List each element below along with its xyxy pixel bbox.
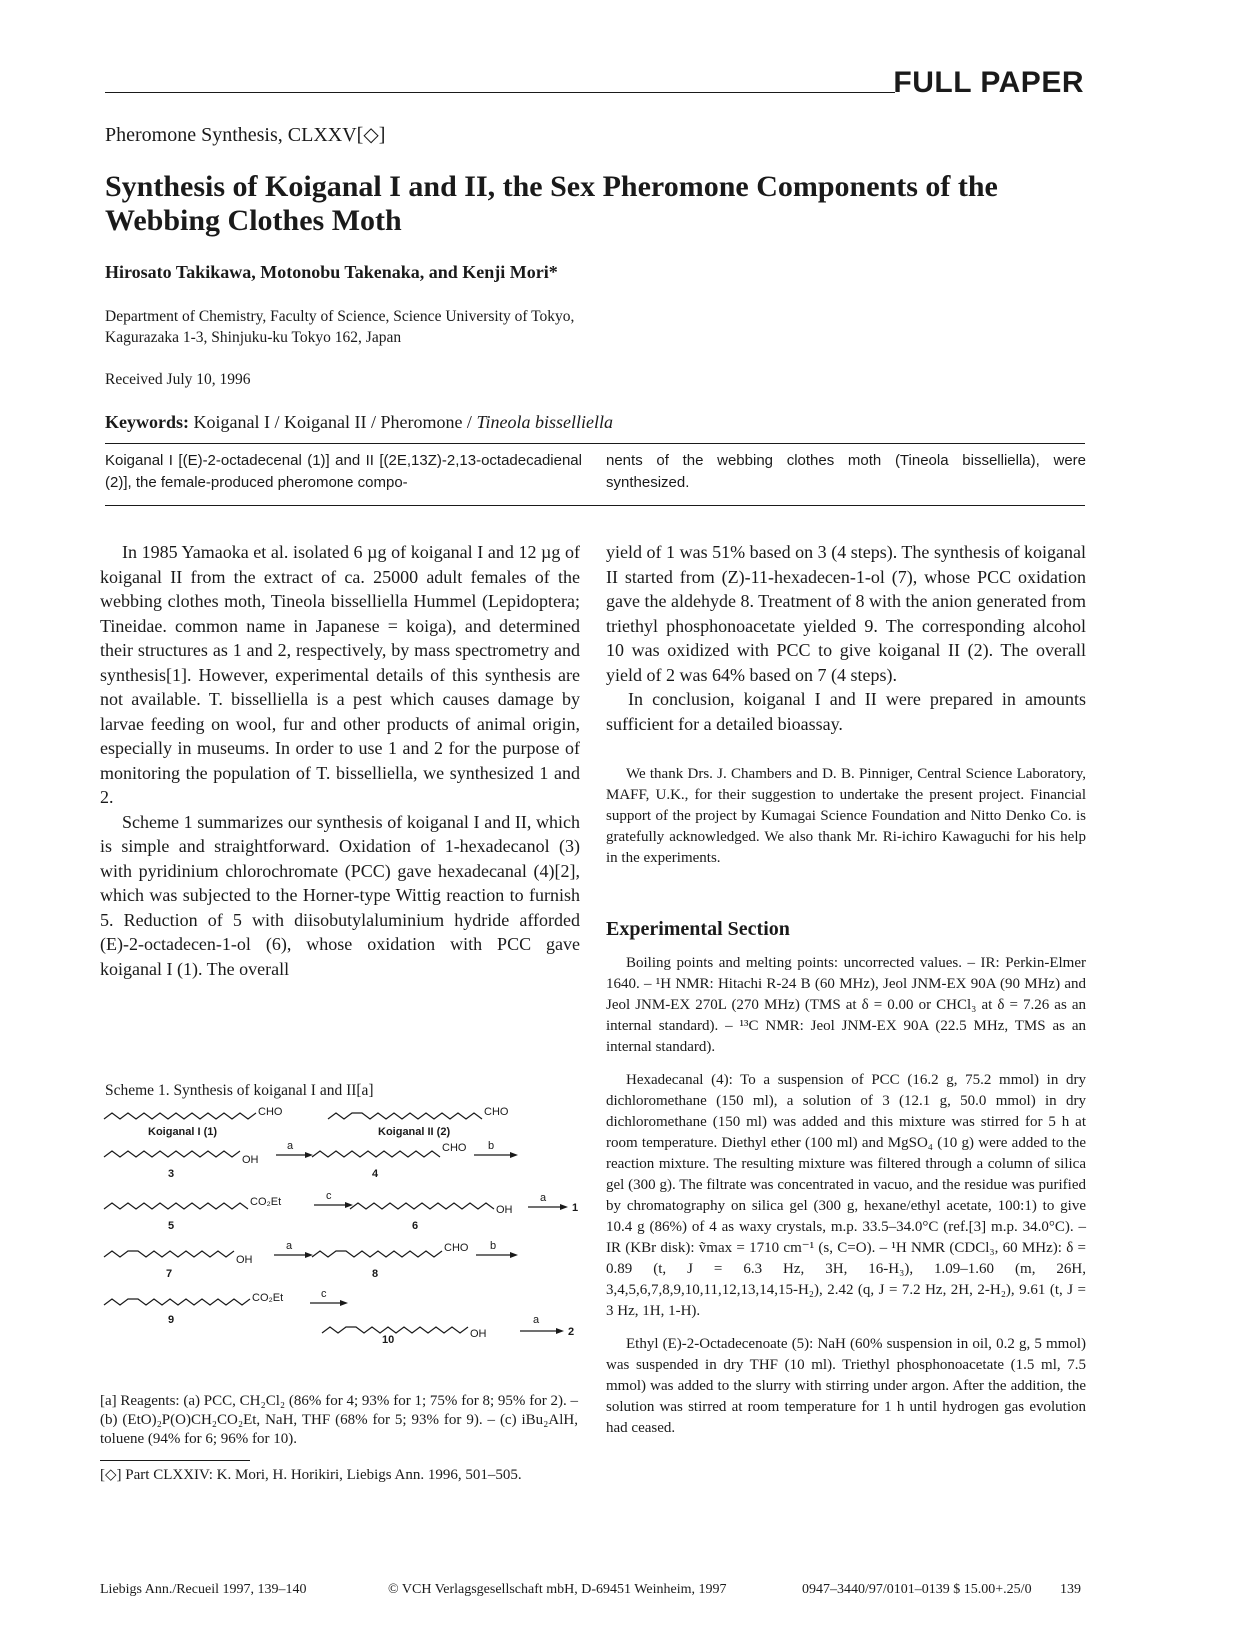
scheme-summary-paragraph: Scheme 1 summarizes our synthesis of koiganal I and II, which is simple and straightforward. Oxidation of 1-hexadecanol (3) with pyridinium chlorochromate (PCC) gave hexadecanal (4)[2], which was subjected to the Horner-type Wittig reaction to furnish 5. Reduction of 5 with diisobutylaluminium hydride afforded (E)-2-octadecen-1-ol (6), whose oxidation with PCC gave koiganal I (1). The overall <box>100 811 580 979</box>
cho-label-k1: CHO <box>258 1106 283 1118</box>
reagent-a-label-2: a <box>540 1192 547 1204</box>
part-footnote: [◇] Part CLXXIV: K. Mori, H. Horikiri, Liebigs Ann. 1996, 501–505. <box>100 1467 522 1483</box>
oh-label-3: OH <box>242 1154 259 1166</box>
reagent-b-label-2: b <box>490 1240 497 1252</box>
keywords-label: Keywords: <box>105 412 189 432</box>
oh-label-7: OH <box>236 1254 253 1266</box>
reagent-a-label-4: a <box>533 1314 540 1326</box>
compound-6-structure <box>350 1203 494 1209</box>
left-column-body <box>100 540 580 981</box>
reagent-c-label-1: c <box>326 1190 332 1202</box>
received-date: Received July 10, 1996 <box>105 371 251 388</box>
abstract-top-rule <box>105 443 1085 444</box>
scheme-reagents-footnote: [a] Reagents: (a) PCC, CH₂Cl₂ (86% for 4; 93% for 1; 75% for 8; 95% for 2). – (b) (EtO)₂P(O)CH₂CO₂Et, NaH, THF (68% for 5; 93% for 9). – (c) iBu₂AlH, toluene (94% for 6; 96% for 10). <box>100 1393 578 1447</box>
footnote-rule <box>100 1460 250 1461</box>
oh-label-10: OH <box>470 1328 487 1340</box>
cho-label-8: CHO <box>444 1242 469 1254</box>
affiliation-line-1: Department of Chemistry, Faculty of Science, Science University of Tokyo, <box>105 308 575 325</box>
reagent-a-label-1: a <box>287 1140 294 1152</box>
co2et-label-5: CO₂Et <box>250 1196 282 1208</box>
product-1-label: 1 <box>572 1202 579 1214</box>
product-2-label: 2 <box>568 1326 575 1338</box>
keywords-italic: Tineola bisselliella <box>476 412 613 432</box>
abstract-left: Koiganal I [(E)-2-octadecenal (1)] and II [(2E,13Z)-2,13-octadecadienal (2)], the female-produced pheromone compo- <box>105 452 582 491</box>
compound-3-structure <box>104 1151 240 1157</box>
synthesis-scheme <box>100 1105 590 1345</box>
keywords-text: Koiganal I / Koiganal II / Pheromone / <box>193 412 477 432</box>
co2et-label-9: CO₂Et <box>252 1292 284 1304</box>
compound-9-label: 9 <box>168 1314 175 1326</box>
intro-paragraph: In 1985 Yamaoka et al. isolated 6 µg of koiganal I and 12 µg of koiganal II from the extract of ca. 25000 adult females of the webbing clothes moth, Tineola bisselliella Hummel (Lepidoptera; Tineidae. common name in Japanese = koiga), and determined their structures as 1 and 2, respectively, by mass spectrometry and synthesis[1]. However, experimental details of this synthesis are not available. T. bisselliella is a pest which causes damage by larvae feeding on wool, fur and other products of animal origin, especially in museums. In order to use 1 and 2 for the purpose of monitoring the population of T. bisselliella, we synthesized 1 and 2. <box>100 542 580 807</box>
acknowledgement <box>606 764 1086 881</box>
paper-type-tag: FULL PAPER <box>893 66 1084 99</box>
reagent-c-label-2: c <box>321 1288 327 1300</box>
reagent-a-label-3: a <box>286 1240 293 1252</box>
compound-10-label: 10 <box>382 1334 395 1345</box>
conclusion-paragraph: In conclusion, koiganal I and II were prepared in amounts sufficient for a detailed bioassay. <box>606 689 1086 734</box>
affiliation <box>105 306 574 348</box>
series-title: Pheromone Synthesis, CLXXV[◇] <box>105 124 386 146</box>
exp-ethyl-paragraph: Ethyl (E)-2-Octadecenoate (5): NaH (60% suspension in oil, 0.2 g, 5 mmol) was suspended in dry THF (10 ml). Triethyl phosphonoacetate (1.5 ml, 7.5 mmol) was added to the slurry with stirring under argon. After the addition, the solution was stirred at room temperature for 1 h until hydrogen gas evolution had ceased. <box>606 1336 1086 1436</box>
compound-6-label: 6 <box>412 1220 419 1232</box>
exp-hexadecanal-paragraph: Hexadecanal (4): To a suspension of PCC (16.2 g, 75.2 mmol) in dry dichloromethane (150 ml), a solution of 3 (12.1 g, 50.0 mmol) in dry dichloromethane (150 ml) was added and this mixture was stirred for 5 h at room temperature. Diethyl ether (100 ml) and MgSO₄ (10 g) were added to the reaction mixture. The resulting mixture was filtered through a column of silica gel (300 g). The filtrate was concentrated in vacuo, and the residue was purified by chromatography on silica gel (300 g, hexane/ethyl acetate, 100:1) to give 10.4 g (86%) of 4 as waxy crystals, m.p. 33.5–34.0°C (ref.[3] m.p. 34.0°C). – IR (KBr disk): ṽmax = 1710 cm⁻¹ (s, C=O). – ¹H NMR (CDCl₃, 60 MHz): δ = 0.89 (t, J = 6.3 Hz, 3H, 16-H₃), 1.09–1.60 (m, 26H, 3,4,5,6,7,8,9,10,11,12,13,14,15-H₂), 2.42 (q, J = 7.2 Hz, 2H, 2-H₂), 9.61 (t, J = 3 Hz, 1H, 1-H). <box>606 1072 1086 1319</box>
footer-publisher: © VCH Verlagsgesellschaft mbH, D-69451 Weinheim, 1997 <box>388 1582 727 1597</box>
compound-9-structure <box>104 1299 250 1305</box>
paper-title: Synthesis of Koiganal I and II, the Sex Pheromone Components of the Webbing Clothes Moth <box>105 170 998 237</box>
reagent-b-label-1: b <box>488 1140 495 1152</box>
right-column-body <box>606 540 1086 736</box>
compound-10-structure <box>322 1327 468 1333</box>
footer-code: 0947–3440/97/0101–0139 $ 15.00+.25/0 <box>802 1582 1032 1597</box>
cho-label-k2: CHO <box>484 1106 509 1118</box>
cho-label-4: CHO <box>442 1142 467 1154</box>
scheme-caption: Scheme 1. Synthesis of koiganal I and II[a] <box>105 1082 374 1099</box>
yield-paragraph: yield of 1 was 51% based on 3 (4 steps). The synthesis of koiganal II started from (Z)-11-hexadecen-1-ol (7), whose PCC oxidation gave the aldehyde 8. Treatment of 8 with the anion generated from triethyl phosphonoacetate yielded 9. The corresponding alcohol 10 was oxidized with PCC to give koiganal II (2). The overall yield of 2 was 64% based on 7 (4 steps). <box>606 542 1086 685</box>
affiliation-line-2: Kagurazaka 1-3, Shinjuku-ku Tokyo 162, Japan <box>105 329 402 346</box>
koiganal2-structure <box>328 1113 482 1119</box>
abstract-bottom-rule <box>105 505 1085 506</box>
keywords <box>105 412 613 433</box>
compound-7-label: 7 <box>166 1268 173 1280</box>
koiganal1-structure <box>104 1113 256 1119</box>
compound-8-label: 8 <box>372 1268 379 1280</box>
exp-general-paragraph: Boiling points and melting points: uncorrected values. – IR: Perkin-Elmer 1640. – ¹H NMR: Hitachi R-24 B (60 MHz), Jeol JNM-EX 90A (90 MHz) and Jeol JNM-EX 270L (270 MHz) (TMS at δ = 0.00 or CHCl₃ at δ = 7.26 as an internal standard). – ¹³C NMR: Jeol JNM-EX 90A (22.5 MHz, TMS as an internal standard). <box>606 955 1086 1055</box>
experimental-section <box>606 953 1086 1451</box>
compound-4-structure <box>312 1151 440 1157</box>
compound-3-label: 3 <box>168 1168 175 1180</box>
compound-4-label: 4 <box>372 1168 379 1180</box>
experimental-heading: Experimental Section <box>606 918 790 940</box>
footer-page-number: 139 <box>1060 1582 1081 1597</box>
koiganal1-label: Koiganal I (1) <box>148 1126 218 1138</box>
acknowledgement-text: We thank Drs. J. Chambers and D. B. Pinniger, Central Science Laboratory, MAFF, U.K., for their suggestion to undertake the present project. Financial support of the project by Kumagai Science Foundation and Nitto Denko Co. is gratefully acknowledged. We also thank Mr. Ri-ichiro Kawaguchi for his help in the experiments. <box>606 766 1086 866</box>
abstract-right: nents of the webbing clothes moth (Tineola bisselliella), were synthesized. <box>606 452 1086 491</box>
compound-7-structure <box>104 1251 234 1257</box>
oh-label-6: OH <box>496 1204 513 1216</box>
header-rule <box>105 92 895 93</box>
compound-5-label: 5 <box>168 1220 175 1232</box>
authors: Hirosato Takikawa, Motonobu Takenaka, and Kenji Mori* <box>105 262 558 282</box>
compound-8-structure <box>312 1251 442 1257</box>
compound-5-structure <box>104 1203 248 1209</box>
koiganal2-label: Koiganal II (2) <box>378 1126 451 1138</box>
footer-journal: Liebigs Ann./Recueil 1997, 139–140 <box>100 1582 307 1597</box>
